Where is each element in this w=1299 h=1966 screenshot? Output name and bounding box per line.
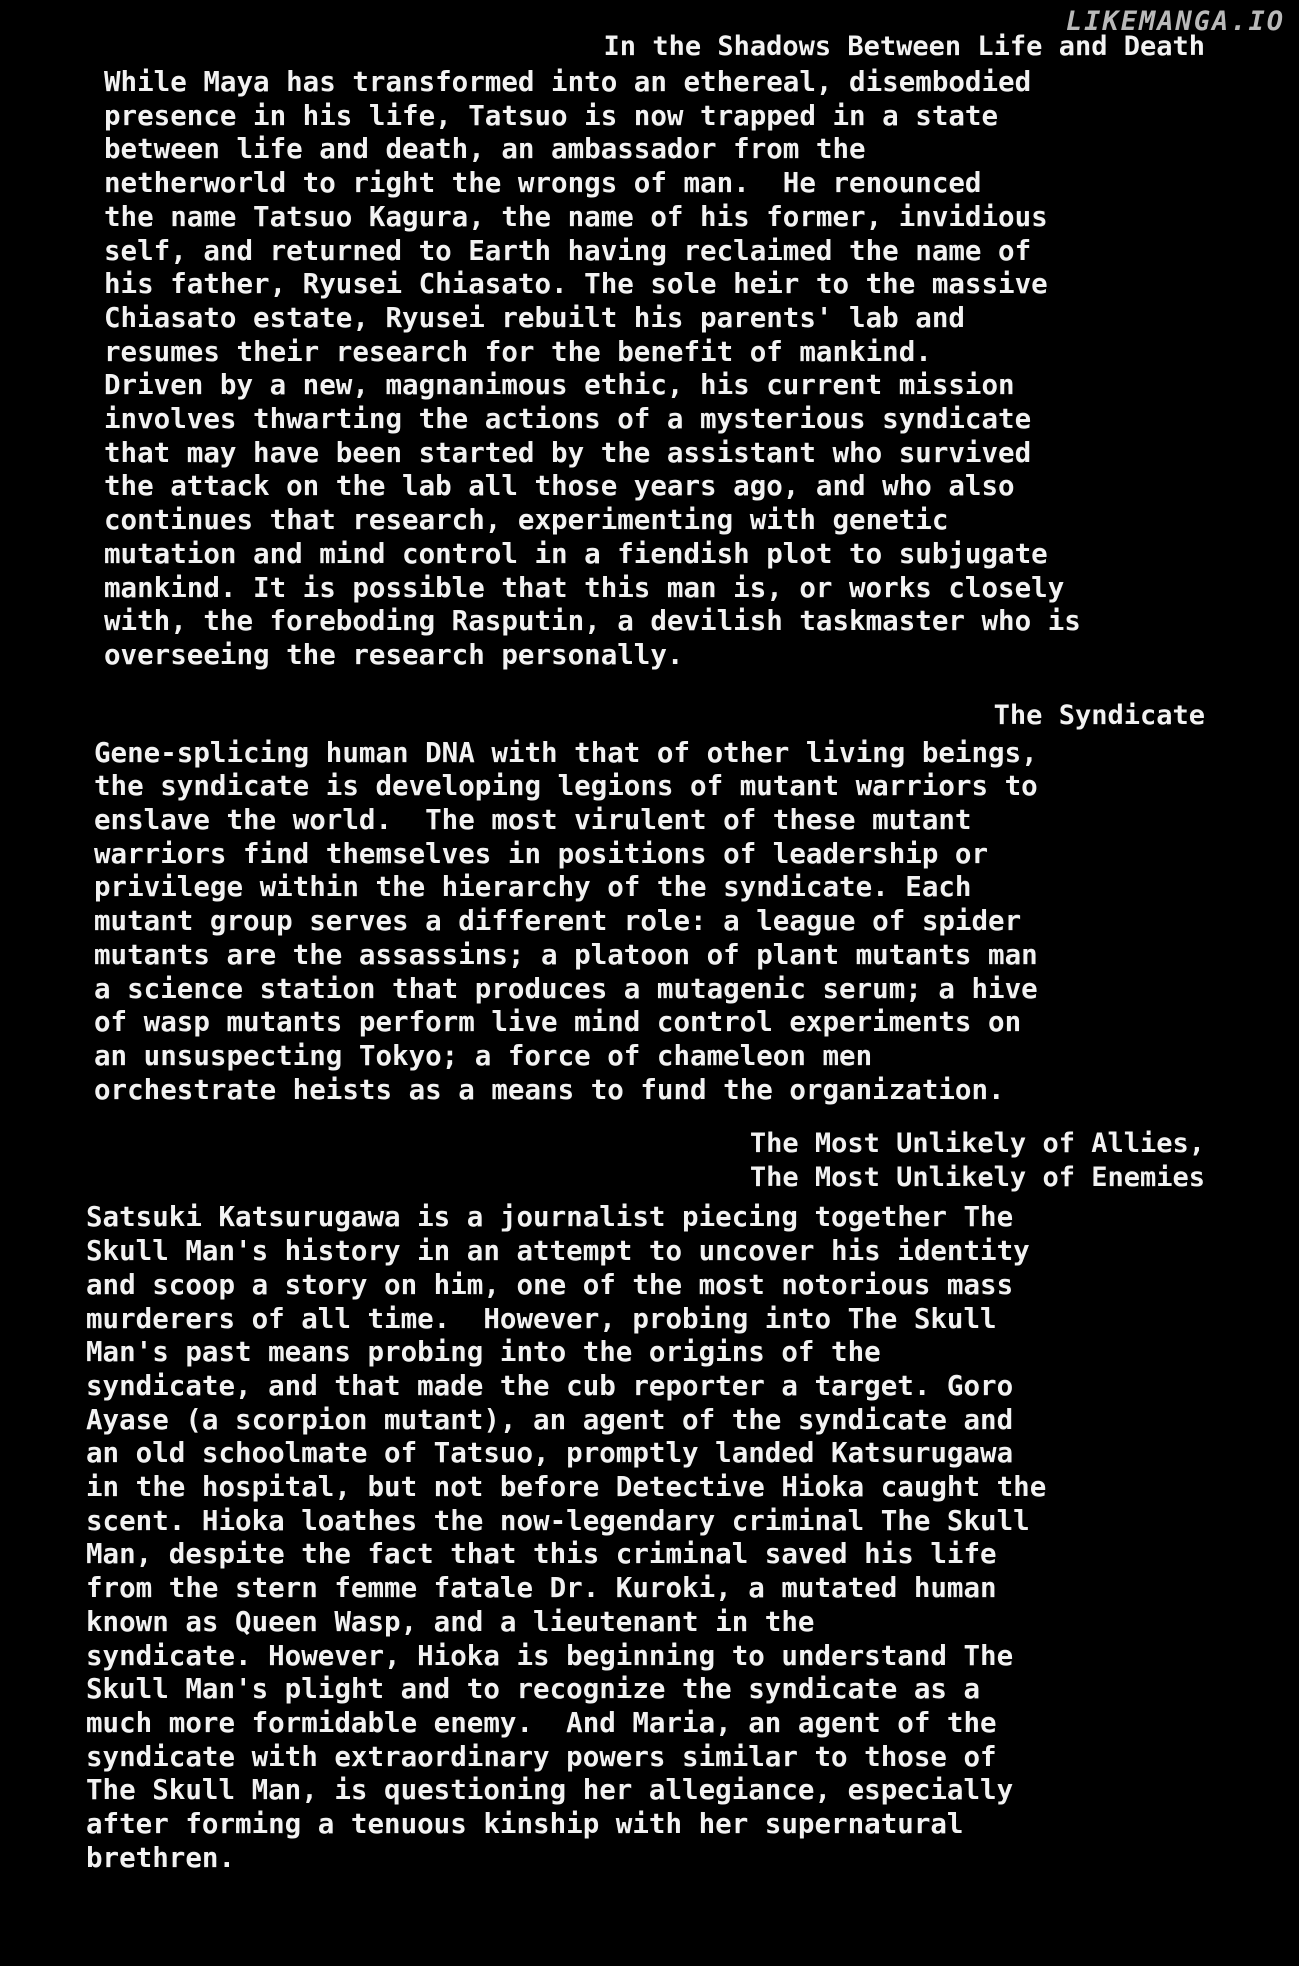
- section-body-allies-enemies: Satsuki Katsurugawa is a journalist piecing together The Skull Man's history in an attempt to uncover his identity and scoop a story on him, one of the most notorious mass murderers of all time. However, probing into The Skull Man's past means probing into the origins of the syndicate, and that made the cub reporter a target. Goro Ayase (a scorpion mutant), an agent of the syndicate and an old schoolmate of Tatsuo, promptly landed Katsurugawa in the hospital, but not before Detective Hioka caught the scent. Hioka loathes the now-legendary criminal The Skull Man, despite the fact that this criminal saved his life from the stern femme fatale Dr. Kuroki, a mutated human known as Queen Wasp, and a lieutenant in the syndicate. However, Hioka is beginning to understand The Skull Man's plight and to recognize the syndicate as a much more formidable enemy. And Maria, an agent of the syndicate with extraordinary powers similar to those of The Skull Man, is questioning her allegiance, especially after forming a tenuous kinship with her supernatural brethren.: [86, 1201, 1047, 1874]
- section-body-shadows: While Maya has transformed into an ethereal, disembodied presence in his life, Tatsuo is now trapped in a state between life and death, an ambassador from the netherworld to right the wrongs of man. He renounced the name Tatsuo Kagura, the name of his former, invidious self, and returned to Earth having reclaimed the name of his father, Ryusei Chiasato. The sole heir to the massive Chiasato estate, Ryusei rebuilt his parents' lab and resumes their research for the benefit of mankind. Driven by a new, magnanimous ethic, his current mission involves thwarting the actions of a mysterious syndicate that may have been started by the assistant who survived the attack on the lab all those years ago, and who also continues that research, experimenting with genetic mutation and mind control in a fiendish plot to subjugate mankind. It is possible that this man is, or works closely with, the foreboding Rasputin, a devilish taskmaster who is overseeing the research personally.: [104, 66, 1081, 671]
- watermark-text: LIKEMANGA.IO: [1065, 6, 1285, 37]
- document-page: [80, 22, 1205, 1875]
- section-heading-shadows: In the Shadows Between Life and Death: [603, 31, 1205, 62]
- section-body-syndicate: Gene-splicing human DNA with that of other living beings, the syndicate is developing legions of mutant warriors to enslave the world. The most virulent of these mutant warriors find themselves in positions of leadership or privilege within the hierarchy of the syndicate. Each mutant group serves a different role: a league of spider mutants are the assassins; a platoon of plant mutants man a science station that produces a mutagenic serum; a hive of wasp mutants perform live mind control experiments on an unsuspecting Tokyo; a force of chameleon men orchestrate heists as a means to fund the organization.: [94, 736, 1038, 1106]
- section-heading-allies-enemies: The Most Unlikely of Allies, The Most Unlikely of Enemies: [749, 1128, 1205, 1194]
- section-heading-syndicate: The Syndicate: [993, 699, 1205, 731]
